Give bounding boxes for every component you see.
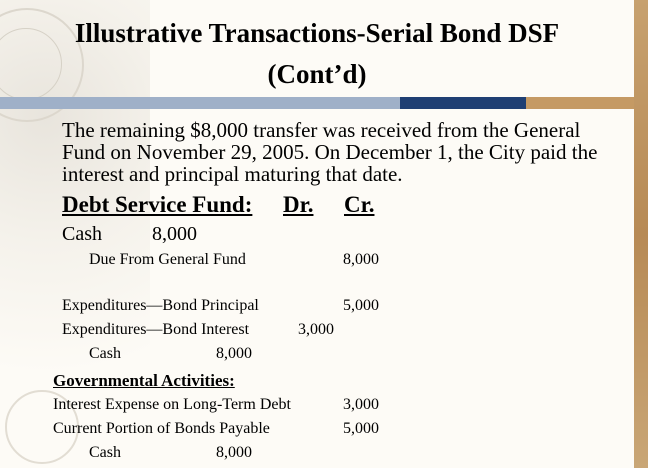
- divider-segment-dark: [400, 97, 526, 109]
- entry3-line1-amount: 3,000: [343, 396, 379, 413]
- entry1-credit-amount: 8,000: [343, 251, 379, 268]
- entry2-line3-account: Cash: [89, 345, 121, 362]
- entry3-line2-account: Current Portion of Bonds Payable: [53, 420, 270, 437]
- entry2-line2-amount: 3,000: [298, 321, 334, 338]
- entry3-line3-amount: 8,000: [216, 444, 252, 461]
- entry2-line2-account: Expenditures—Bond Interest: [62, 321, 250, 338]
- debt-service-fund-heading: Debt Service Fund:: [62, 192, 253, 217]
- entry1-debit-account: Cash: [62, 223, 102, 245]
- entry1-debit-amount: 8,000: [152, 223, 197, 245]
- title-divider-bar: [0, 97, 634, 109]
- governmental-activities-heading: Governmental Activities:: [53, 371, 235, 390]
- right-border-strip: [634, 0, 648, 468]
- entry3-line2-amount: 5,000: [343, 420, 379, 437]
- entry2-line1-account: Expenditures—Bond Principal: [62, 297, 259, 314]
- dr-column-heading: Dr.: [283, 192, 314, 217]
- entry3-line3-account: Cash: [89, 444, 121, 461]
- entry3-line1-account: Interest Expense on Long-Term Debt: [53, 396, 291, 413]
- entry2-line3-amount: 8,000: [216, 345, 252, 362]
- slide-title-line1: Illustrative Transactions-Serial Bond DSF: [74, 18, 560, 48]
- entry2-line1-amount: 5,000: [343, 297, 379, 314]
- slide-title-line2: (Cont’d): [267, 59, 367, 89]
- cr-column-heading: Cr.: [344, 192, 375, 217]
- divider-segment-light: [0, 97, 400, 109]
- description-paragraph: The remaining $8,000 transfer was received from the General Fund on November 29, 2005. On December 1, the City paid the interest and principal maturing that date.: [62, 118, 598, 186]
- entry1-credit-account: Due From General Fund: [89, 251, 246, 268]
- divider-segment-tan: [526, 97, 634, 109]
